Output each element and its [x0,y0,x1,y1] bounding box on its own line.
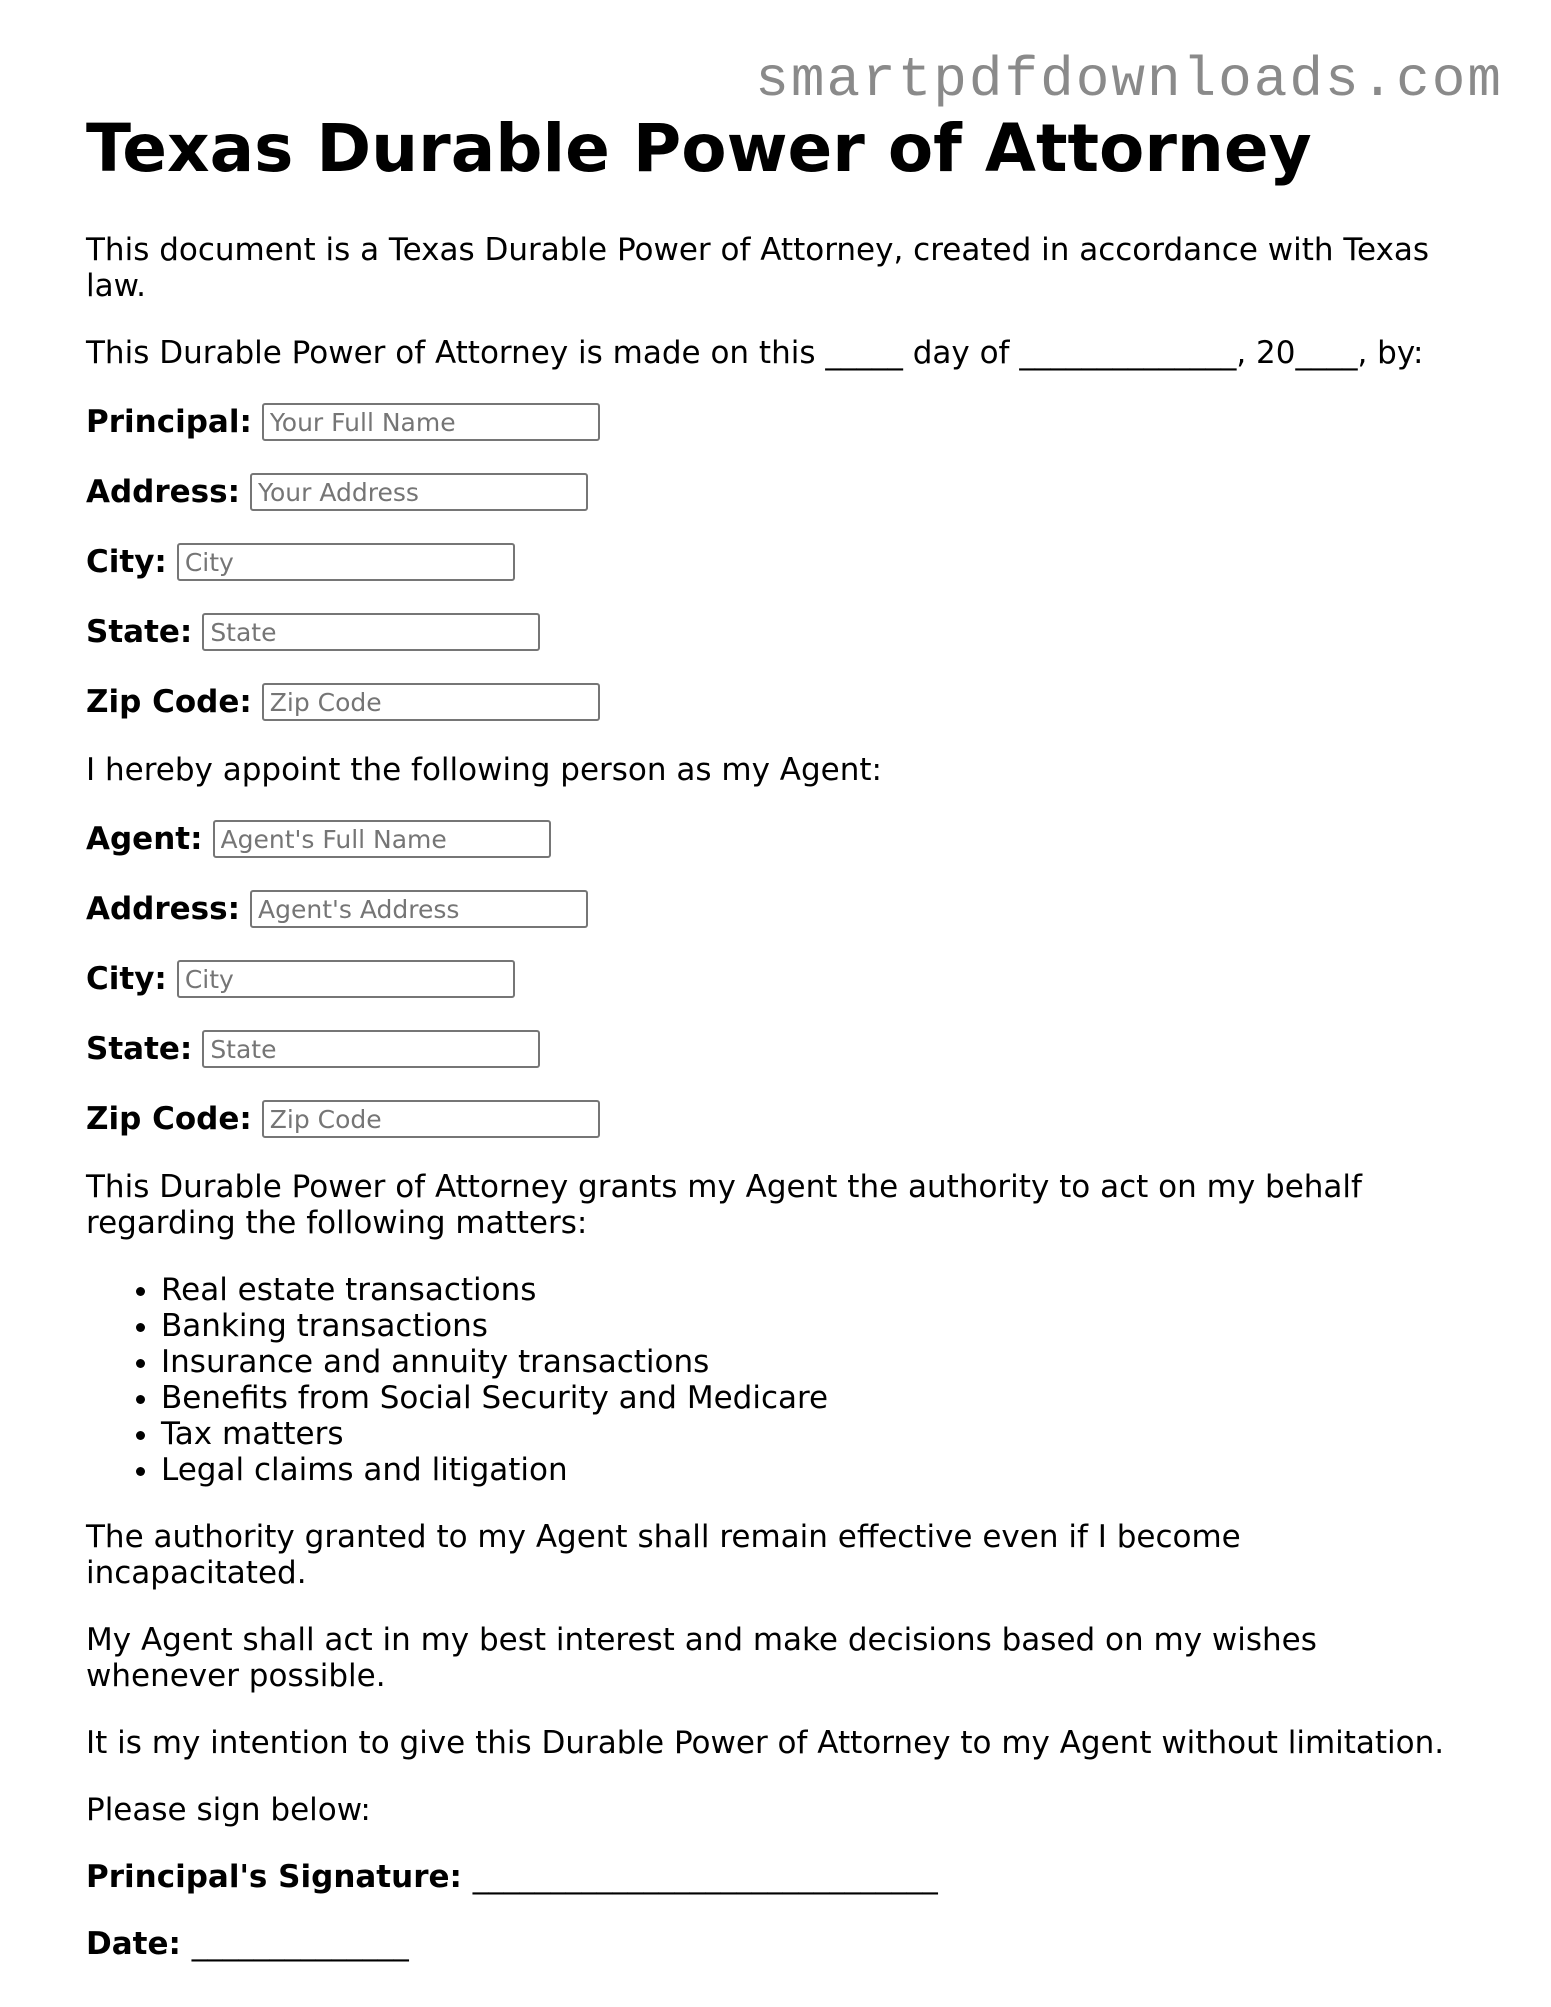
agent-state-label: State: [86,1031,193,1067]
date-line [86,1926,1466,1962]
sign-below-paragraph: Please sign below: [86,1792,371,1828]
principal-zip-label: Zip Code: [86,684,252,720]
principal-name-row [86,402,1466,442]
principal-address-input[interactable] [250,473,588,511]
principal-signature-label: Principal's Signature: [86,1859,473,1895]
agent-zip-row [86,1099,1466,1139]
principal-signature-blank: ______________________________ [472,1859,938,1895]
principal-name-input[interactable] [262,403,600,441]
agent-address-label: Address: [86,891,240,927]
agent-city-input[interactable] [177,960,515,998]
best-interest-paragraph: My Agent shall act in my best interest and make decisions based on my wishes whenever possible. [86,1622,1317,1694]
principal-name-label: Principal: [86,404,252,440]
agent-address-input[interactable] [250,890,588,928]
agent-address-row [86,889,1466,929]
principal-city-label: City: [86,544,167,580]
agent-name-input[interactable] [213,820,551,858]
list-item: • Legal claims and litigation [161,1452,1466,1488]
principal-signature-line [86,1859,1466,1895]
principal-address-label: Address: [86,474,240,510]
watermark: smartpdfdownloads.com [755,48,1503,112]
principal-city-row [86,542,1466,582]
document-body [86,110,1466,1993]
agent-zip-input[interactable] [262,1100,600,1138]
principal-address-row [86,472,1466,512]
principal-zip-row [86,682,1466,722]
agent-city-row [86,959,1466,999]
agent-name-row [86,819,1466,859]
list-item: • Banking transactions [161,1308,1466,1344]
list-item: • Tax matters [161,1416,1466,1452]
list-item: • Insurance and annuity transactions [161,1344,1466,1380]
made-on-paragraph: This Durable Power of Attorney is made on this _____ day of ______________, 20____, by: [86,335,1424,371]
matters-list [86,1272,1466,1488]
effective-paragraph: The authority granted to my Agent shall remain effective even if I become incapacitated. [86,1519,1241,1591]
principal-state-row [86,612,1466,652]
date-blank: ______________ [191,1926,409,1962]
principal-state-label: State: [86,614,193,650]
agent-state-row [86,1029,1466,1069]
agent-city-label: City: [86,961,167,997]
list-item: • Real estate transactions [161,1272,1466,1308]
principal-state-input[interactable] [202,613,540,651]
agent-state-input[interactable] [202,1030,540,1068]
date-label: Date: [86,1926,192,1962]
intention-paragraph: It is my intention to give this Durable Power of Attorney to my Agent without limitation. [86,1725,1445,1761]
appoint-paragraph: I hereby appoint the following person as my Agent: [86,752,882,788]
principal-zip-input[interactable] [262,683,600,721]
agent-zip-label: Zip Code: [86,1101,252,1137]
intro-paragraph: This document is a Texas Durable Power of Attorney, created in accordance with Texas law. [86,232,1430,304]
page-title: Texas Durable Power of Attorney [86,110,1312,187]
agent-name-label: Agent: [86,821,203,857]
grants-paragraph: This Durable Power of Attorney grants my Agent the authority to act on my behalf regarding the following matters: [86,1169,1362,1241]
principal-city-input[interactable] [177,543,515,581]
list-item: • Benefits from Social Security and Medicare [161,1380,1466,1416]
